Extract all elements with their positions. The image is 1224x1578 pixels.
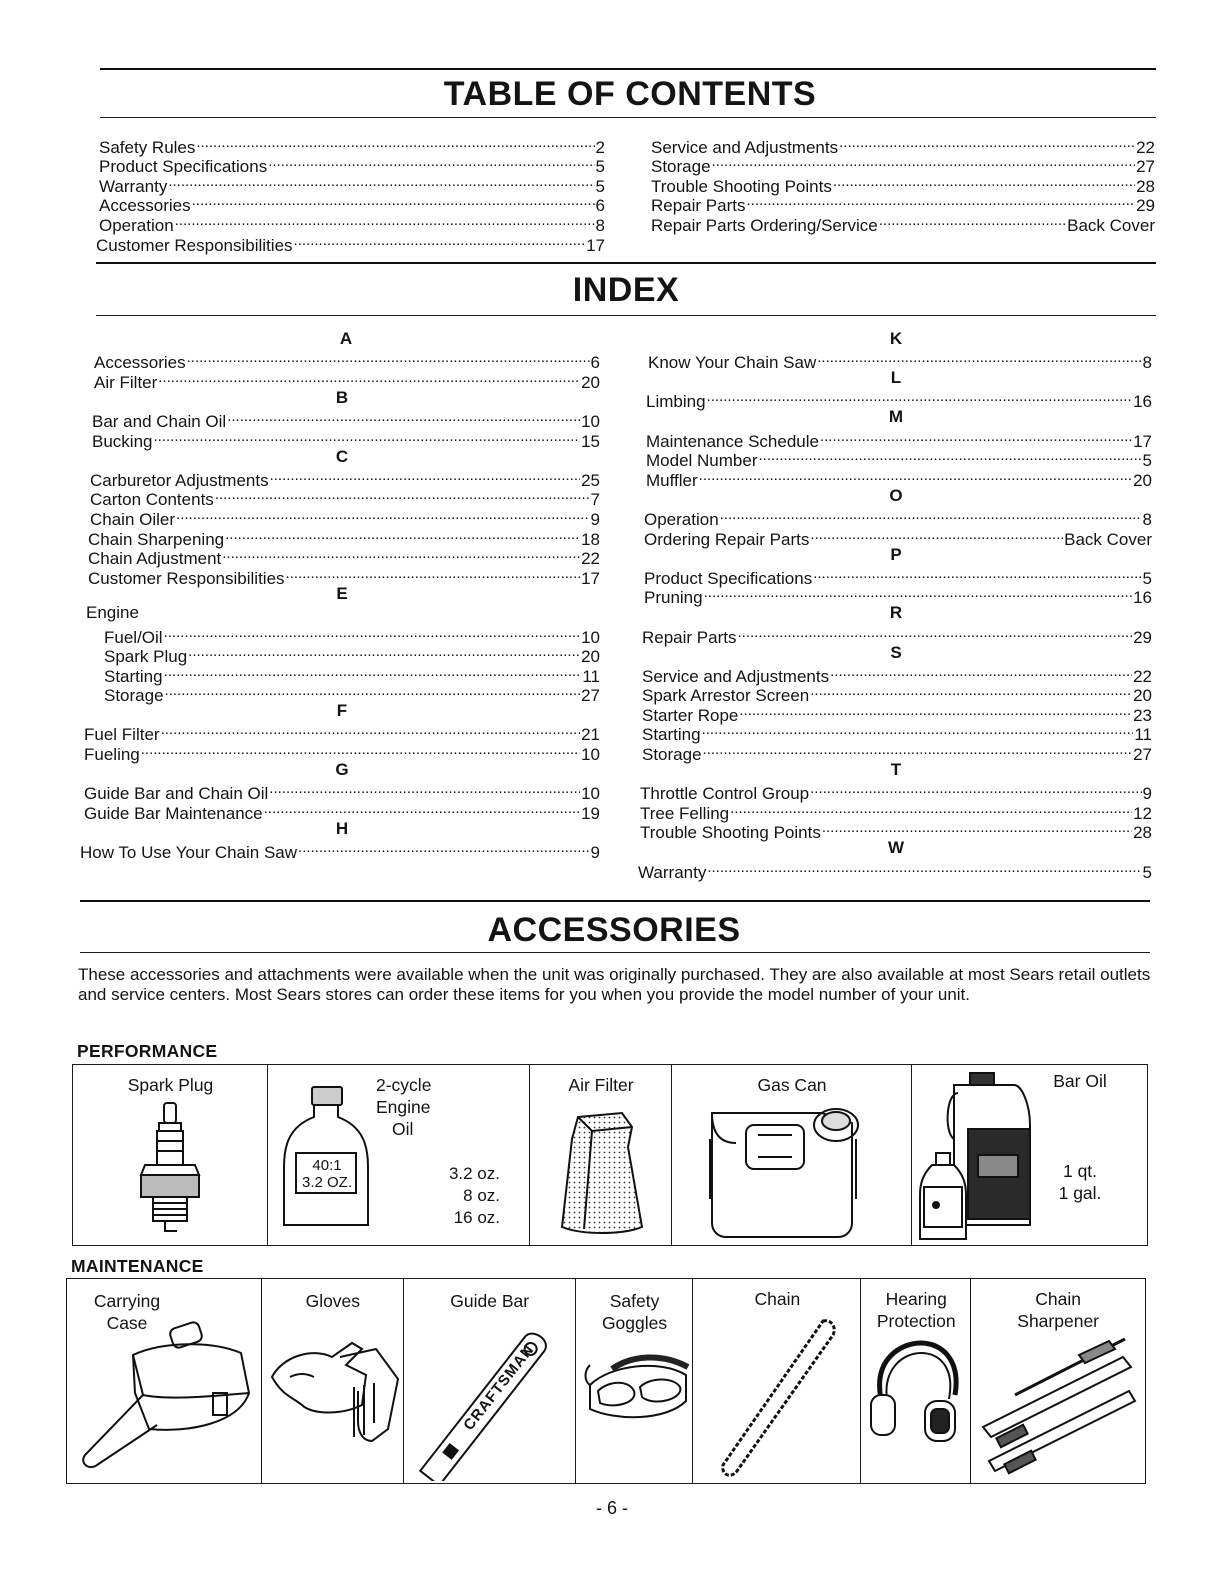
index-letter: H bbox=[335, 818, 349, 838]
accessory-label: Case bbox=[106, 1313, 148, 1333]
accessory-label: Gas Can bbox=[757, 1075, 827, 1095]
toc-entry[interactable]: Accessories ..... 6 bbox=[99, 192, 605, 212]
accessory-label: Protection bbox=[876, 1311, 956, 1331]
index-entry[interactable]: Bar and Chain Oil ..... 10 bbox=[84, 407, 600, 427]
air-filter-icon bbox=[548, 1111, 652, 1235]
ear-muffs-icon bbox=[867, 1339, 967, 1449]
accessory-label: Gloves bbox=[305, 1291, 361, 1311]
index-entry[interactable]: Know Your Chain Saw ..... 8 bbox=[640, 349, 1152, 369]
index-right-column bbox=[638, 329, 1152, 882]
accessory-engine-oil[interactable] bbox=[268, 1065, 530, 1245]
accessory-label: Safety bbox=[609, 1291, 660, 1311]
index-letter: W bbox=[887, 838, 905, 858]
toc-title: TABLE OF CONTENTS bbox=[443, 75, 817, 113]
accessory-chain-sharpener[interactable] bbox=[971, 1279, 1145, 1483]
index-letter: R bbox=[889, 603, 903, 623]
index-entry[interactable]: Model Number ..... 5 bbox=[640, 447, 1152, 467]
toc-entry[interactable]: Repair Parts Ordering/Service ..... Back Cover bbox=[651, 211, 1155, 231]
toc-entry[interactable]: Trouble Shooting Points ..... 28 bbox=[651, 172, 1155, 192]
oil-bottle-label: 3.2 OZ. bbox=[301, 1174, 353, 1191]
chain-sharpener-icon bbox=[975, 1331, 1141, 1481]
index-entry[interactable]: Chain Oiler ..... 9 bbox=[84, 505, 600, 525]
toc-entry[interactable]: Customer Responsibilities ..... 17 bbox=[96, 231, 605, 251]
accessory-air-filter[interactable] bbox=[530, 1065, 672, 1245]
oil-size: 3.2 oz. bbox=[448, 1164, 500, 1183]
accessory-label: 2-cycle bbox=[376, 1075, 432, 1095]
accessory-hearing-protection[interactable] bbox=[861, 1279, 971, 1483]
index-entry[interactable]: Starting ..... 11 bbox=[640, 721, 1152, 741]
index-letter: A bbox=[339, 329, 353, 348]
index-letter: F bbox=[336, 701, 348, 721]
goggles-icon bbox=[582, 1351, 692, 1441]
index-entry[interactable]: Guide Bar Maintenance ..... 19 bbox=[84, 799, 600, 819]
index-entry[interactable]: Fueling ..... 10 bbox=[84, 740, 600, 760]
accessory-safety-goggles[interactable] bbox=[576, 1279, 694, 1483]
index-entry[interactable]: Ordering Repair Parts ..... Back Cover bbox=[640, 525, 1152, 545]
accessory-label: Guide Bar bbox=[450, 1291, 530, 1311]
toc-left-column bbox=[96, 133, 605, 255]
accessory-bar-oil[interactable] bbox=[912, 1065, 1147, 1245]
toc-entry[interactable]: Warranty ..... 5 bbox=[99, 172, 605, 192]
toc-right-column bbox=[651, 133, 1155, 235]
index-letter: P bbox=[890, 544, 902, 564]
index-entry[interactable]: Guide Bar and Chain Oil ..... 10 bbox=[84, 780, 600, 800]
accessory-label: Hearing bbox=[885, 1289, 947, 1309]
index-left-column bbox=[80, 329, 600, 863]
index-letter: G bbox=[335, 760, 349, 780]
divider bbox=[80, 900, 1150, 902]
accessory-label: Chain bbox=[1035, 1289, 1082, 1309]
index-letter: B bbox=[335, 387, 349, 407]
index-entry[interactable]: How To Use Your Chain Saw ..... 9 bbox=[80, 838, 600, 858]
oil-size: 16 oz. bbox=[453, 1208, 500, 1227]
index-entry[interactable]: Starter Rope ..... 23 bbox=[640, 701, 1152, 721]
bar-oil-jug-icon bbox=[918, 1069, 1038, 1243]
index-entry[interactable]: Maintenance Schedule ..... 17 bbox=[640, 427, 1152, 447]
chain-icon bbox=[713, 1313, 843, 1483]
divider bbox=[80, 952, 1150, 953]
index-entry[interactable]: Spark Plug ..... 20 bbox=[84, 643, 600, 663]
index-entry[interactable]: Bucking ..... 15 bbox=[84, 427, 600, 447]
accessory-label: Goggles bbox=[601, 1313, 668, 1333]
index-entry[interactable]: Product Specifications ..... 5 bbox=[640, 564, 1152, 584]
index-entry[interactable]: Throttle Control Group ..... 9 bbox=[640, 780, 1152, 800]
accessory-label: Carrying bbox=[93, 1291, 161, 1311]
index-entry[interactable]: Storage ..... 27 bbox=[640, 740, 1152, 760]
index-letter: C bbox=[335, 446, 349, 466]
index-entry[interactable]: Limbing ..... 16 bbox=[640, 388, 1152, 408]
index-entry[interactable]: Air Filter ..... 20 bbox=[84, 368, 600, 388]
index-letter: K bbox=[889, 329, 903, 348]
index-letter: T bbox=[890, 760, 902, 780]
index-entry[interactable]: Starting ..... 11 bbox=[84, 662, 600, 682]
toc-entry[interactable]: Repair Parts ..... 29 bbox=[651, 192, 1155, 212]
accessories-intro: These accessories and attachments were available when the unit was originally purchased. They are also available at most Sears retail outlets and service centers. Most Sears stores can order these items for you when you provide the model number of your unit. bbox=[78, 965, 1151, 1004]
toc-entry[interactable]: Operation ..... 8 bbox=[99, 211, 605, 231]
bar-oil-size: 1 qt. bbox=[1062, 1161, 1098, 1181]
index-entry[interactable]: Spark Arrestor Screen ..... 20 bbox=[640, 682, 1152, 702]
accessory-gloves[interactable] bbox=[262, 1279, 404, 1483]
index-entry[interactable]: Tree Felling ..... 12 bbox=[640, 799, 1152, 819]
divider bbox=[96, 315, 1156, 316]
gloves-icon bbox=[270, 1337, 400, 1449]
accessory-label: Bar Oil bbox=[1053, 1071, 1107, 1091]
index-letter: L bbox=[890, 368, 902, 388]
index-entry[interactable]: Pruning ..... 16 bbox=[640, 584, 1152, 604]
accessory-label: Chain bbox=[754, 1289, 801, 1309]
toc-entry[interactable]: Safety Rules ..... 2 bbox=[99, 133, 605, 153]
guide-bar-brand: CRAFTSMAN bbox=[459, 1341, 538, 1434]
index-letter: M bbox=[888, 407, 904, 427]
divider bbox=[100, 117, 1156, 118]
index-entry[interactable]: Warranty ..... 5 bbox=[638, 858, 1152, 878]
accessory-label: Spark Plug bbox=[127, 1075, 214, 1095]
index-entry[interactable]: Carton Contents ..... 7 bbox=[84, 486, 600, 506]
index-letter: E bbox=[336, 583, 348, 603]
maintenance-grid bbox=[66, 1278, 1146, 1484]
accessory-label: Sharpener bbox=[1017, 1311, 1100, 1331]
bar-oil-size: 1 gal. bbox=[1058, 1183, 1102, 1203]
index-entry[interactable]: Fuel Filter ..... 21 bbox=[84, 721, 600, 741]
index-entry[interactable]: Fuel/Oil ..... 10 bbox=[84, 623, 600, 643]
accessory-label: Air Filter bbox=[568, 1075, 634, 1095]
index-entry[interactable]: Service and Adjustments ..... 22 bbox=[640, 662, 1152, 682]
index-entry[interactable]: Repair Parts ..... 29 bbox=[640, 623, 1152, 643]
performance-grid bbox=[72, 1064, 1148, 1246]
index-entry[interactable]: Chain Adjustment ..... 22 bbox=[84, 545, 600, 565]
index-title: INDEX bbox=[572, 271, 680, 309]
accessories-title: ACCESSORIES bbox=[487, 911, 741, 949]
maintenance-heading: MAINTENANCE bbox=[71, 1256, 204, 1276]
accessory-label: Oil bbox=[392, 1119, 414, 1139]
index-letter: S bbox=[890, 642, 902, 662]
index-entry[interactable]: Muffler ..... 20 bbox=[640, 466, 1152, 486]
gas-can-icon bbox=[702, 1099, 884, 1241]
index-entry[interactable]: Storage ..... 27 bbox=[84, 682, 600, 702]
index-entry[interactable]: Operation ..... 8 bbox=[640, 505, 1152, 525]
toc-entry[interactable]: Storage ..... 27 bbox=[651, 153, 1155, 173]
index-letter: O bbox=[889, 485, 903, 505]
index-entry[interactable]: Trouble Shooting Points ..... 28 bbox=[640, 819, 1152, 839]
index-entry[interactable]: Carburetor Adjustments ..... 25 bbox=[84, 466, 600, 486]
divider bbox=[100, 68, 1156, 70]
oil-size: 8 oz. bbox=[463, 1186, 500, 1205]
accessory-gas-can[interactable] bbox=[672, 1065, 912, 1245]
index-entry[interactable]: Chain Sharpening ..... 18 bbox=[84, 525, 600, 545]
index-entry[interactable]: Customer Responsibilities ..... 17 bbox=[84, 564, 600, 584]
performance-heading: PERFORMANCE bbox=[77, 1041, 218, 1061]
toc-entry[interactable]: Product Specifications ..... 5 bbox=[99, 153, 605, 173]
carrying-case-icon bbox=[73, 1315, 257, 1481]
page-number: - 6 - bbox=[595, 1498, 628, 1518]
toc-entry[interactable]: Service and Adjustments ..... 22 bbox=[651, 133, 1155, 153]
oil-bottle-label: 40:1 bbox=[312, 1157, 342, 1174]
accessory-guide-bar[interactable] bbox=[404, 1279, 576, 1483]
index-entry[interactable]: Accessories ..... 6 bbox=[84, 349, 600, 369]
accessory-carrying-case[interactable] bbox=[67, 1279, 262, 1483]
index-entry: Engine bbox=[86, 603, 139, 623]
divider bbox=[96, 262, 1156, 264]
accessory-chain[interactable] bbox=[693, 1279, 861, 1483]
accessory-spark-plug[interactable] bbox=[73, 1065, 268, 1245]
spark-plug-icon bbox=[135, 1101, 205, 1241]
accessory-label: Engine bbox=[376, 1097, 431, 1117]
